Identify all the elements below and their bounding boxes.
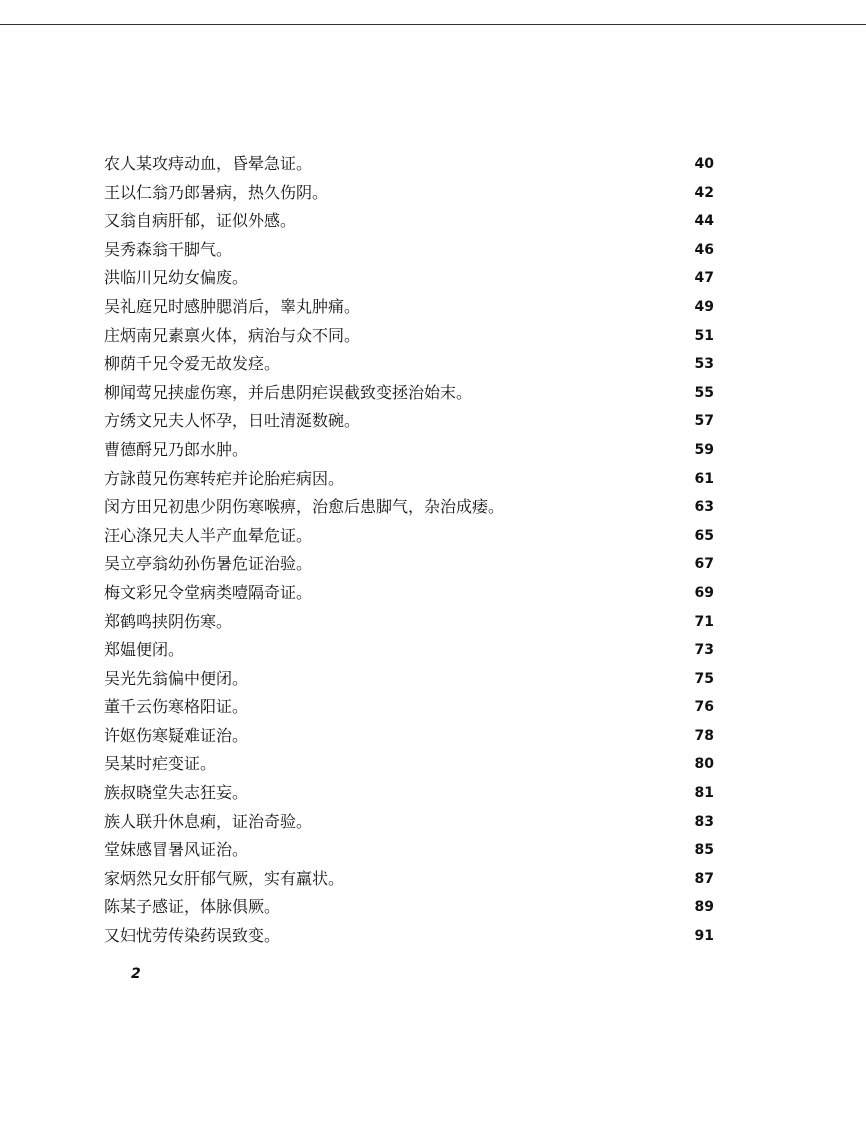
toc-entry-title: 吴秀森翁干脚气。: [104, 239, 233, 259]
toc-entry-page: 57: [694, 413, 714, 430]
toc-entry-title: 许妪伤寒疑难证治。: [104, 725, 249, 745]
toc-entry-title: 梅文彩兄令堂病类噎隔奇证。: [104, 582, 313, 602]
toc-entry: [104, 665, 724, 694]
toc-entry-title: 汪心涤兄夫人半产血晕危证。: [104, 525, 313, 545]
toc-entry-title: 吴光先翁偏中便闭。: [104, 668, 249, 688]
toc-entry: [104, 179, 724, 208]
toc-entry-page: 44: [694, 213, 714, 230]
toc-entry-title: 吴立亭翁幼孙伤暑危证治验。: [104, 554, 313, 574]
toc-entry: [104, 750, 724, 779]
toc-entry: [104, 779, 724, 808]
toc-entry-title: 又翁自病肝郁，证似外感。: [104, 211, 297, 231]
toc-entry-page: 46: [694, 241, 714, 258]
toc-entry-title: 闵方田兄初患少阴伤寒喉痹，治愈后患脚气，杂治成痿。: [104, 497, 505, 517]
toc-entry-title: 柳闻莺兄挟虚伤寒，并后患阴疟误截致变拯治始末。: [104, 382, 473, 402]
toc-entry-title: 吴礼庭兄时感肿腮消后，睾丸肿痛。: [104, 296, 361, 316]
toc-entry: [104, 836, 724, 865]
toc-entry-page: 42: [694, 184, 714, 201]
toc-entry-page: 59: [694, 441, 714, 458]
toc-entry-page: 61: [694, 470, 714, 487]
toc-entry-title: 王以仁翁乃郎暑病，热久伤阴。: [104, 182, 329, 202]
toc-entry-page: 51: [694, 327, 714, 344]
toc-entry-page: 73: [694, 642, 714, 659]
toc-entry: [104, 808, 724, 837]
toc-entry-title: 郑鹤鸣挟阴伤寒。: [104, 611, 233, 631]
toc-entry-page: 91: [694, 928, 714, 945]
toc-entry-title: 陈某子感证，体脉俱厥。: [104, 897, 281, 917]
toc-entry-page: 85: [694, 842, 714, 859]
toc-entry: [104, 465, 724, 494]
toc-entry-title: 族人联升休息痢，证治奇验。: [104, 811, 313, 831]
toc-entry: [104, 350, 724, 379]
toc-entry-title: 方詠葭兄伤寒转疟并论胎疟病因。: [104, 468, 345, 488]
toc-entry: [104, 407, 724, 436]
toc-entry: [104, 293, 724, 322]
toc-entry: [104, 893, 724, 922]
toc-entry: [104, 264, 724, 293]
toc-entry: [104, 150, 724, 179]
toc-entry-page: 71: [694, 613, 714, 630]
table-of-contents: [104, 150, 724, 951]
toc-entry-title: 族叔晓堂失志狂妄。: [104, 783, 249, 803]
toc-entry-title: 吴某时疟变证。: [104, 754, 217, 774]
toc-entry-page: 80: [694, 756, 714, 773]
toc-entry-title: 农人某攻痔动血，昏晕急证。: [104, 154, 313, 173]
toc-entry-title: 方绣文兄夫人怀孕，日吐清涎数碗。: [104, 411, 361, 431]
toc-entry-page: 81: [694, 785, 714, 802]
toc-entry-page: 63: [694, 499, 714, 516]
toc-entry: [104, 922, 724, 951]
toc-entry: [104, 436, 724, 465]
toc-entry-title: 庄炳南兄素禀火体，病治与众不同。: [104, 325, 361, 345]
toc-entry-page: 78: [694, 727, 714, 744]
toc-entry-page: 49: [694, 298, 714, 315]
toc-entry-page: 69: [694, 584, 714, 601]
toc-entry: [104, 579, 724, 608]
toc-entry-title: 郑媪便闭。: [104, 640, 185, 660]
toc-entry-page: 83: [694, 813, 714, 830]
toc-entry: [104, 722, 724, 751]
toc-entry: [104, 608, 724, 637]
toc-entry-page: 65: [694, 527, 714, 544]
toc-entry-title: 又妇忧劳传染药误致变。: [104, 926, 281, 946]
page-number: 2: [131, 966, 141, 982]
toc-entry: [104, 379, 724, 408]
toc-entry: [104, 636, 724, 665]
toc-entry-page: 40: [694, 156, 714, 172]
toc-entry-title: 洪临川兄幼女偏废。: [104, 268, 249, 288]
toc-entry-page: 67: [694, 556, 714, 573]
top-rule: [0, 24, 866, 25]
toc-entry-page: 47: [694, 270, 714, 287]
toc-entry: [104, 493, 724, 522]
toc-entry: [104, 865, 724, 894]
toc-entry: [104, 236, 724, 265]
toc-entry: [104, 550, 724, 579]
toc-entry-page: 76: [694, 699, 714, 716]
toc-entry: [104, 522, 724, 551]
toc-entry-page: 53: [694, 356, 714, 373]
toc-entry-title: 曹德酹兄乃郎水肿。: [104, 439, 249, 459]
toc-entry-page: 55: [694, 384, 714, 401]
toc-entry-title: 董千云伤寒格阳证。: [104, 697, 249, 717]
toc-entry: [104, 207, 724, 236]
toc-entry-page: 87: [694, 870, 714, 887]
toc-entry-page: 75: [694, 670, 714, 687]
toc-entry-page: 89: [694, 899, 714, 916]
toc-entry-title: 堂妹感冒暑风证治。: [104, 840, 249, 860]
toc-entry-title: 家炳然兄女肝郁气厥，实有羸状。: [104, 868, 345, 888]
toc-entry-title: 柳荫千兄令爱无故发痉。: [104, 354, 281, 374]
toc-entry: [104, 322, 724, 351]
toc-entry: [104, 693, 724, 722]
